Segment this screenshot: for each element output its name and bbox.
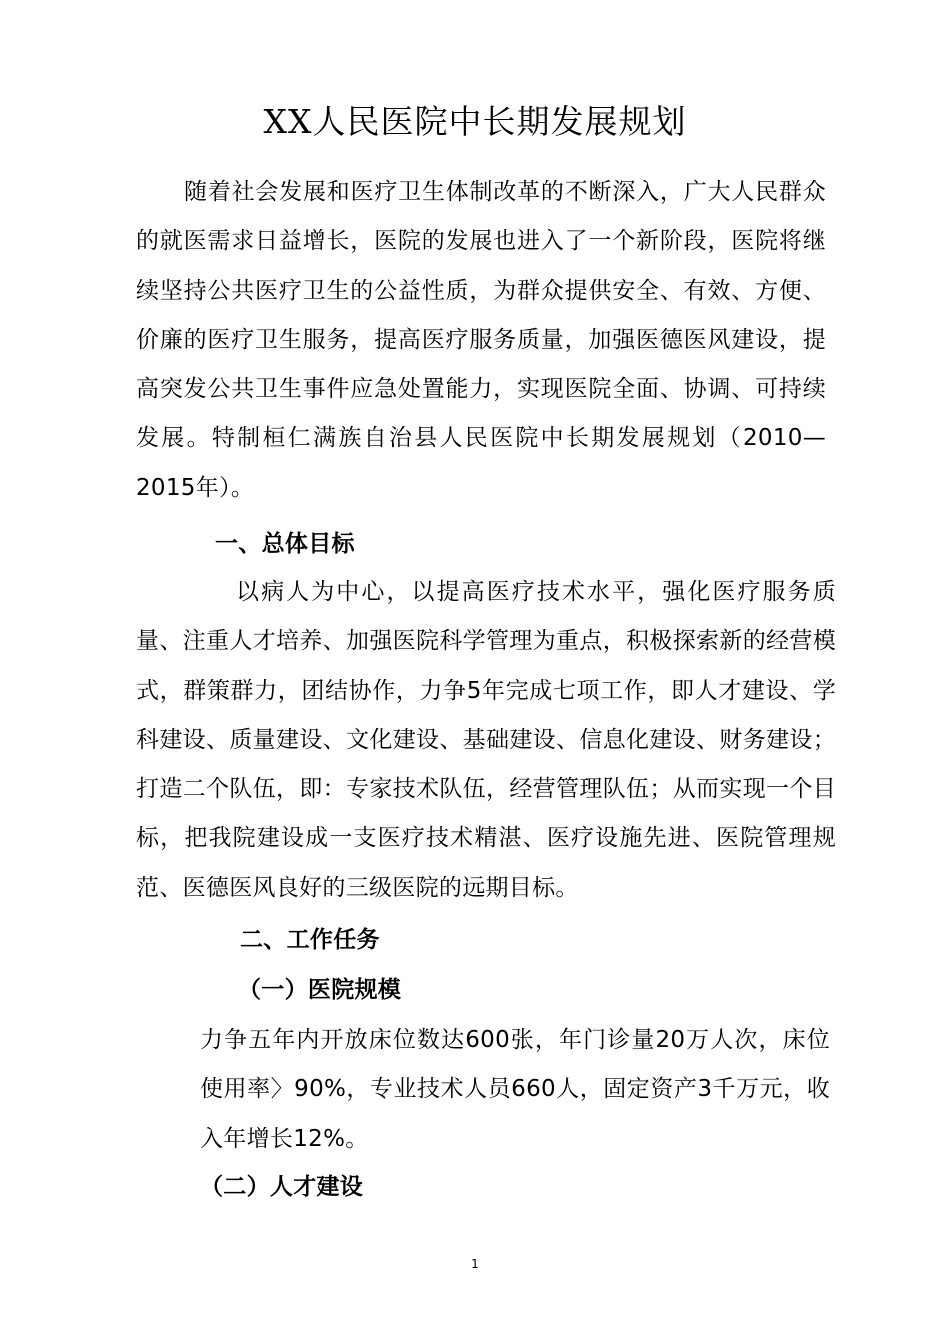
section-heading-overall-goal: 一、总体目标 — [215, 531, 355, 557]
overall-goal-paragraph: 以病人为中心，以提高医疗技术水平，强化医疗服务质量、注重人才培养、加强医院科学管理为重点，积极探索新的经营模式，群策群力，团结协作，力争5年完成七项工作，即人才建设、学科建设、质量建设、文化建设、基础建设、信息化建设、财务建设；打造二个队伍，即：专家技术队伍，经营管理队伍；从而实现一个目标，把我院建设成一支医疗技术精湛、医疗设施先进、医院管理规范、医德医风良好的三级医院的远期目标。 — [136, 579, 836, 901]
hospital-scale-paragraph: 力争五年内开放床位数达600张，年门诊量20万人次，床位使用率〉90%，专业技术人员660人，固定资产3千万元，收入年增长12%。 — [200, 1027, 830, 1152]
section-heading-work-tasks: 二、工作任务 — [240, 927, 380, 953]
intro-paragraph: 随着社会发展和医疗卫生体制改革的不断深入，广大人民群众的就医需求日益增长，医院的发展也进入了一个新阶段，医院将继续坚持公共医疗卫生的公益性质，为群众提供安全、有效、方便、价廉的医疗卫生服务，提高医疗服务质量，加强医德医风建设，提高突发公共卫生事件应急处置能力，实现医院全面、协调、可持续发展。特制桓仁满族自治县人民医院中长期发展规划（2010—2015年）。 — [136, 179, 826, 501]
page-number: 1 — [471, 1257, 479, 1271]
subsection-heading-hospital-scale: （一）医院规模 — [238, 977, 402, 1003]
subsection-heading-talent-building: （二）人才建设 — [200, 1174, 364, 1200]
document-title: XX人民医院中长期发展规划 — [263, 102, 687, 141]
